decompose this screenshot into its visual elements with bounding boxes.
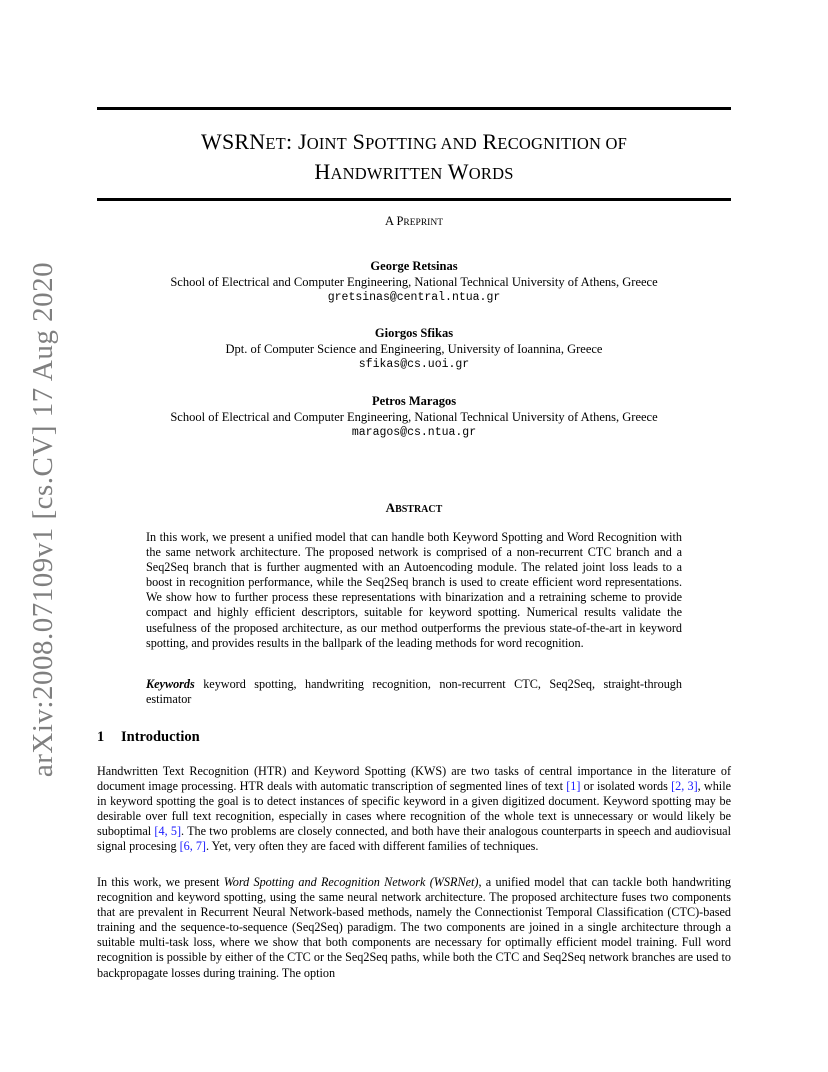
author-email: sfikas@cs.uoi.gr [358, 358, 470, 371]
paragraph-text: Handwritten Text Recognition (HTR) and Keyword Spotting (KWS) are two tasks of central importance in the literature of document image processing. HTR deals with automatic transcription of segmented lines of text [97, 764, 731, 794]
author-affiliation: School of Electrical and Computer Engineering, National Technical University of Athens, Greece [170, 275, 658, 289]
title-bottom-rule [97, 198, 731, 201]
paragraph-text: . The two problems are closely connected, and both have their analogous counterparts in speech and audiovisual signal procesing [97, 824, 731, 854]
author-affiliation: Dpt. of Computer Science and Engineering, University of Ioannina, Greece [225, 342, 603, 356]
paragraph-text: , while in keyword spotting the goal is to detect instances of specific keyword in a given digitized document. Keyword spotting may be desirable over full text recognition, especially in cases where recognition of the whole text is unnecessary or would likely be suboptimal [97, 779, 731, 839]
title-part: ORDS [468, 164, 514, 183]
title-part: : J [285, 129, 307, 154]
title-part: ECOGNITION OF [497, 134, 627, 153]
preprint-part: REPRINT [403, 218, 443, 228]
title-part: OINT [306, 134, 347, 153]
abstract-heading-part: A [385, 500, 396, 515]
citation-link[interactable]: [4, 5] [154, 824, 182, 839]
abstract-heading-part: BSTRACT [395, 504, 443, 515]
arxiv-sidebar-stamp [20, 261, 68, 777]
preprint-label [97, 214, 731, 229]
keywords-block [146, 677, 682, 707]
author-block [97, 258, 731, 306]
section-heading-introduction [97, 729, 200, 746]
paragraph-text: In this work, we present [97, 875, 224, 889]
title-line-1 [97, 128, 731, 158]
method-name-emphasis: Word Spotting and Recognition Network (WSRNet) [223, 875, 479, 889]
abstract-text: In this work, we present a unified model that can handle both Keyword Spotting and Word Recognition with the same network architecture. The proposed network is comprised of a non-recurrent CTC branch and a Seq2Seq branch that is further augmented with an Autoencoding module. The related joint loss leads to a boost in recognition performance, while the Seq2Seq branch is used to create efficient word representations. We show how to further process these representations with binarization and a retraining scheme to provide compact and highly efficient descriptors, suitable for keyword spotting. Numerical results validate the usefulness of the proposed architecture, as our method outperforms the previous state-of-the-art in keyword spotting, and provides results in the ballpark of the leading methods for word recognition. [146, 530, 682, 650]
author-email: maragos@cs.ntua.gr [351, 426, 477, 439]
author-name: George Retsinas [370, 259, 458, 273]
title-part: WSRN [201, 129, 266, 154]
abstract-heading [97, 500, 731, 516]
citation-link[interactable]: [1] [566, 779, 581, 794]
title-line-2 [97, 158, 731, 188]
paragraph-text: , a unified model that can tackle both handwriting recognition and keyword spotting, using the same neural network architecture. The proposed architecture fuses two components that are prevalent in Recurrent Neural Network-based methods, namely the Connectionist Temporal Classification (CTC)-based training and the sequence-to-sequence (Seq2Seq) paradigm. The two components are joined in a single architecture through a suitable multi-task loss, where we show that both components are necessary for optimally efficient model training. Full word recognition is possible by either of the CTC or the Seq2Seq paths, while both the CTC and Seq2Seq network branches are used to backpropagate losses during training. The option [97, 875, 732, 980]
title-part: POTTING AND [365, 134, 477, 153]
title-part: W [442, 159, 469, 184]
author-email: gretsinas@central.ntua.gr [327, 291, 501, 304]
section-number: 1 [97, 729, 105, 745]
author-block [97, 393, 731, 441]
title-top-rule [97, 107, 731, 110]
title-part: H [314, 159, 331, 184]
title-part: ET [265, 134, 286, 153]
paragraph-text: . Yet, very often they are faced with different families of techniques. [206, 839, 539, 854]
intro-paragraph-1 [97, 764, 731, 855]
section-title: Introduction [121, 729, 200, 745]
citation-link[interactable]: [2, 3] [671, 779, 698, 794]
intro-paragraph-2 [97, 875, 731, 981]
arxiv-id-text: arXiv:2008.07109v1 [cs.CV] 17 Aug 2020 [27, 261, 60, 777]
title-part: ANDWRITTEN [330, 164, 443, 183]
author-name: Petros Maragos [371, 394, 457, 408]
preprint-part: A P [384, 214, 404, 228]
paper-title [97, 128, 731, 188]
title-part: S [346, 129, 366, 154]
paragraph-text: or isolated words [580, 779, 672, 794]
keywords-label: Keywords [146, 677, 195, 691]
author-affiliation: School of Electrical and Computer Engineering, National Technical University of Athens, Greece [170, 410, 658, 424]
author-name: Giorgos Sfikas [374, 326, 454, 340]
citation-link[interactable]: [6, 7] [179, 839, 206, 854]
keywords-text: keyword spotting, handwriting recognition, non-recurrent CTC, Seq2Seq, straight-through estimator [146, 677, 682, 707]
author-block [97, 325, 731, 373]
title-part: R [476, 129, 498, 154]
